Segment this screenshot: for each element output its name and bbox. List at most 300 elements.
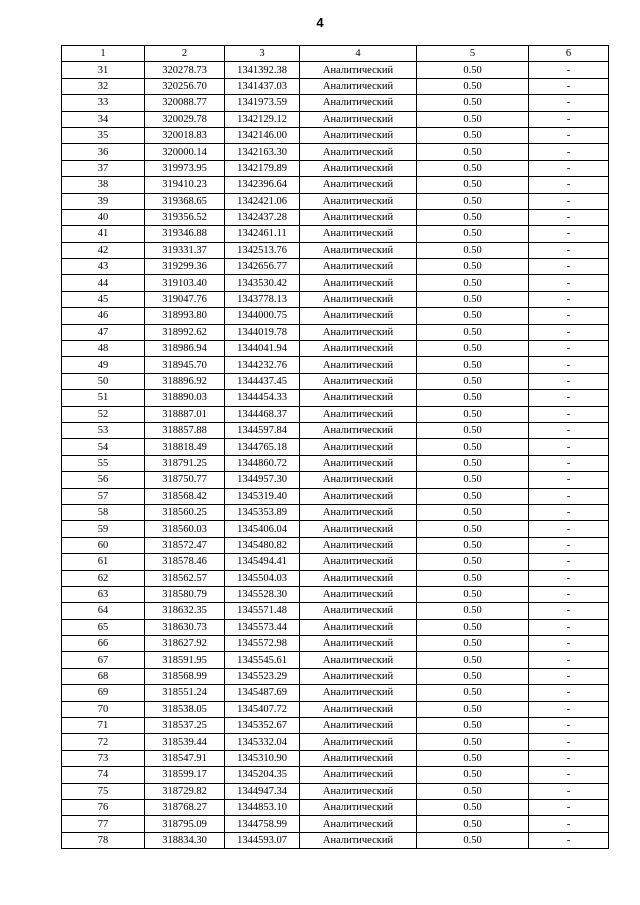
- method-cell: Аналитический: [300, 242, 417, 258]
- method-cell: Аналитический: [300, 390, 417, 406]
- method-cell: Аналитический: [300, 570, 417, 586]
- note-cell: -: [529, 324, 609, 340]
- y-coordinate-cell: 1342396.64: [225, 177, 300, 193]
- note-cell: -: [529, 390, 609, 406]
- accuracy-cell: 0.50: [417, 734, 529, 750]
- table-row: [62, 521, 609, 537]
- accuracy-cell: 0.50: [417, 308, 529, 324]
- table-row: [62, 472, 609, 488]
- note-cell: -: [529, 750, 609, 766]
- table-row: [62, 95, 609, 111]
- table-row: [62, 275, 609, 291]
- method-cell: Аналитический: [300, 701, 417, 717]
- x-coordinate-cell: 318630.73: [145, 619, 225, 635]
- point-number-cell: 34: [62, 111, 145, 127]
- method-cell: Аналитический: [300, 193, 417, 209]
- point-number-cell: 53: [62, 422, 145, 438]
- x-coordinate-cell: 318568.99: [145, 668, 225, 684]
- accuracy-cell: 0.50: [417, 127, 529, 143]
- point-number-cell: 59: [62, 521, 145, 537]
- x-coordinate-cell: 318580.79: [145, 586, 225, 602]
- note-cell: -: [529, 504, 609, 520]
- y-coordinate-cell: 1344000.75: [225, 308, 300, 324]
- accuracy-cell: 0.50: [417, 570, 529, 586]
- y-coordinate-cell: 1344765.18: [225, 439, 300, 455]
- point-number-cell: 39: [62, 193, 145, 209]
- x-coordinate-cell: 318896.92: [145, 373, 225, 389]
- table-row: [62, 406, 609, 422]
- method-cell: Аналитический: [300, 619, 417, 635]
- method-cell: Аналитический: [300, 636, 417, 652]
- note-cell: -: [529, 144, 609, 160]
- table-row: [62, 259, 609, 275]
- accuracy-cell: 0.50: [417, 668, 529, 684]
- table-row: [62, 488, 609, 504]
- method-cell: Аналитический: [300, 472, 417, 488]
- method-cell: Аналитический: [300, 62, 417, 78]
- method-cell: Аналитический: [300, 554, 417, 570]
- x-coordinate-cell: 318632.35: [145, 603, 225, 619]
- note-cell: -: [529, 537, 609, 553]
- table-row: [62, 619, 609, 635]
- point-number-cell: 54: [62, 439, 145, 455]
- point-number-cell: 45: [62, 291, 145, 307]
- method-cell: Аналитический: [300, 78, 417, 94]
- point-number-cell: 31: [62, 62, 145, 78]
- method-cell: Аналитический: [300, 341, 417, 357]
- point-number-cell: 32: [62, 78, 145, 94]
- y-coordinate-cell: 1345487.69: [225, 685, 300, 701]
- note-cell: -: [529, 127, 609, 143]
- method-cell: Аналитический: [300, 668, 417, 684]
- method-cell: Аналитический: [300, 783, 417, 799]
- table-row: [62, 668, 609, 684]
- accuracy-cell: 0.50: [417, 390, 529, 406]
- x-coordinate-cell: 318539.44: [145, 734, 225, 750]
- table-row: [62, 111, 609, 127]
- table-row: [62, 357, 609, 373]
- accuracy-cell: 0.50: [417, 324, 529, 340]
- x-coordinate-cell: 318857.88: [145, 422, 225, 438]
- table-row: [62, 242, 609, 258]
- table-row: [62, 341, 609, 357]
- y-coordinate-cell: 1345204.35: [225, 767, 300, 783]
- table-row: [62, 603, 609, 619]
- y-coordinate-cell: 1344947.34: [225, 783, 300, 799]
- x-coordinate-cell: 318551.24: [145, 685, 225, 701]
- table-row: [62, 554, 609, 570]
- method-cell: Аналитический: [300, 718, 417, 734]
- y-coordinate-cell: 1344853.10: [225, 799, 300, 815]
- method-cell: Аналитический: [300, 160, 417, 176]
- method-cell: Аналитический: [300, 226, 417, 242]
- x-coordinate-cell: 319103.40: [145, 275, 225, 291]
- note-cell: -: [529, 95, 609, 111]
- note-cell: -: [529, 226, 609, 242]
- accuracy-cell: 0.50: [417, 619, 529, 635]
- method-cell: Аналитический: [300, 357, 417, 373]
- y-coordinate-cell: 1341973.59: [225, 95, 300, 111]
- point-number-cell: 78: [62, 832, 145, 848]
- point-number-cell: 68: [62, 668, 145, 684]
- y-coordinate-cell: 1344041.94: [225, 341, 300, 357]
- note-cell: -: [529, 668, 609, 684]
- method-cell: Аналитический: [300, 537, 417, 553]
- note-cell: -: [529, 832, 609, 848]
- y-coordinate-cell: 1345523.29: [225, 668, 300, 684]
- table-row: [62, 439, 609, 455]
- y-coordinate-cell: 1344468.37: [225, 406, 300, 422]
- accuracy-cell: 0.50: [417, 799, 529, 815]
- note-cell: -: [529, 619, 609, 635]
- point-number-cell: 73: [62, 750, 145, 766]
- point-number-cell: 62: [62, 570, 145, 586]
- accuracy-cell: 0.50: [417, 537, 529, 553]
- note-cell: -: [529, 308, 609, 324]
- x-coordinate-cell: 318568.42: [145, 488, 225, 504]
- accuracy-cell: 0.50: [417, 95, 529, 111]
- note-cell: -: [529, 177, 609, 193]
- x-coordinate-cell: 318818.49: [145, 439, 225, 455]
- x-coordinate-cell: 319047.76: [145, 291, 225, 307]
- table-row: [62, 652, 609, 668]
- y-coordinate-cell: 1345480.82: [225, 537, 300, 553]
- point-number-cell: 51: [62, 390, 145, 406]
- table-row: [62, 537, 609, 553]
- note-cell: -: [529, 160, 609, 176]
- y-coordinate-cell: 1342437.28: [225, 209, 300, 225]
- y-coordinate-cell: 1345504.03: [225, 570, 300, 586]
- method-cell: Аналитический: [300, 95, 417, 111]
- point-number-cell: 71: [62, 718, 145, 734]
- accuracy-cell: 0.50: [417, 685, 529, 701]
- accuracy-cell: 0.50: [417, 259, 529, 275]
- table-row: [62, 504, 609, 520]
- accuracy-cell: 0.50: [417, 177, 529, 193]
- method-cell: Аналитический: [300, 373, 417, 389]
- note-cell: -: [529, 439, 609, 455]
- y-coordinate-cell: 1345572.98: [225, 636, 300, 652]
- method-cell: Аналитический: [300, 685, 417, 701]
- note-cell: -: [529, 488, 609, 504]
- accuracy-cell: 0.50: [417, 832, 529, 848]
- accuracy-cell: 0.50: [417, 586, 529, 602]
- x-coordinate-cell: 318538.05: [145, 701, 225, 717]
- y-coordinate-cell: 1344454.33: [225, 390, 300, 406]
- accuracy-cell: 0.50: [417, 750, 529, 766]
- x-coordinate-cell: 318537.25: [145, 718, 225, 734]
- point-number-cell: 42: [62, 242, 145, 258]
- accuracy-cell: 0.50: [417, 111, 529, 127]
- note-cell: -: [529, 701, 609, 717]
- note-cell: -: [529, 603, 609, 619]
- point-number-cell: 36: [62, 144, 145, 160]
- point-number-cell: 75: [62, 783, 145, 799]
- y-coordinate-cell: 1344593.07: [225, 832, 300, 848]
- x-coordinate-cell: 319368.65: [145, 193, 225, 209]
- x-coordinate-cell: 318560.25: [145, 504, 225, 520]
- accuracy-cell: 0.50: [417, 422, 529, 438]
- note-cell: -: [529, 406, 609, 422]
- header-cell: 2: [145, 46, 225, 62]
- x-coordinate-cell: 318992.62: [145, 324, 225, 340]
- table-row: [62, 718, 609, 734]
- note-cell: -: [529, 111, 609, 127]
- table-row: [62, 144, 609, 160]
- method-cell: Аналитический: [300, 259, 417, 275]
- note-cell: -: [529, 193, 609, 209]
- method-cell: Аналитический: [300, 734, 417, 750]
- y-coordinate-cell: 1344758.99: [225, 816, 300, 832]
- accuracy-cell: 0.50: [417, 636, 529, 652]
- point-number-cell: 56: [62, 472, 145, 488]
- note-cell: -: [529, 455, 609, 471]
- table-row: [62, 816, 609, 832]
- point-number-cell: 43: [62, 259, 145, 275]
- accuracy-cell: 0.50: [417, 144, 529, 160]
- method-cell: Аналитический: [300, 308, 417, 324]
- note-cell: -: [529, 472, 609, 488]
- point-number-cell: 55: [62, 455, 145, 471]
- x-coordinate-cell: 318993.80: [145, 308, 225, 324]
- header-cell: 5: [417, 46, 529, 62]
- table-row: [62, 308, 609, 324]
- method-cell: Аналитический: [300, 209, 417, 225]
- x-coordinate-cell: 318791.25: [145, 455, 225, 471]
- accuracy-cell: 0.50: [417, 357, 529, 373]
- note-cell: -: [529, 816, 609, 832]
- header-cell: 1: [62, 46, 145, 62]
- note-cell: -: [529, 242, 609, 258]
- accuracy-cell: 0.50: [417, 373, 529, 389]
- note-cell: -: [529, 209, 609, 225]
- table-row: [62, 422, 609, 438]
- x-coordinate-cell: 318578.46: [145, 554, 225, 570]
- point-number-cell: 47: [62, 324, 145, 340]
- table-row: [62, 455, 609, 471]
- method-cell: Аналитический: [300, 439, 417, 455]
- y-coordinate-cell: 1341437.03: [225, 78, 300, 94]
- note-cell: -: [529, 357, 609, 373]
- note-cell: -: [529, 767, 609, 783]
- x-coordinate-cell: 318890.03: [145, 390, 225, 406]
- method-cell: Аналитический: [300, 488, 417, 504]
- x-coordinate-cell: 320256.70: [145, 78, 225, 94]
- y-coordinate-cell: 1345494.41: [225, 554, 300, 570]
- x-coordinate-cell: 318986.94: [145, 341, 225, 357]
- x-coordinate-cell: 318729.82: [145, 783, 225, 799]
- y-coordinate-cell: 1345319.40: [225, 488, 300, 504]
- note-cell: -: [529, 652, 609, 668]
- note-cell: -: [529, 521, 609, 537]
- x-coordinate-cell: 318599.17: [145, 767, 225, 783]
- table-row: [62, 324, 609, 340]
- accuracy-cell: 0.50: [417, 275, 529, 291]
- table-row: [62, 226, 609, 242]
- table-row: [62, 177, 609, 193]
- accuracy-cell: 0.50: [417, 504, 529, 520]
- y-coordinate-cell: 1345352.67: [225, 718, 300, 734]
- accuracy-cell: 0.50: [417, 406, 529, 422]
- method-cell: Аналитический: [300, 127, 417, 143]
- y-coordinate-cell: 1342163.30: [225, 144, 300, 160]
- x-coordinate-cell: 318750.77: [145, 472, 225, 488]
- point-number-cell: 46: [62, 308, 145, 324]
- method-cell: Аналитический: [300, 504, 417, 520]
- table-row: [62, 767, 609, 783]
- accuracy-cell: 0.50: [417, 816, 529, 832]
- accuracy-cell: 0.50: [417, 226, 529, 242]
- table-row: [62, 636, 609, 652]
- table-row: [62, 586, 609, 602]
- point-number-cell: 76: [62, 799, 145, 815]
- page-number: 4: [316, 15, 324, 30]
- y-coordinate-cell: 1344232.76: [225, 357, 300, 373]
- table-row: [62, 390, 609, 406]
- note-cell: -: [529, 586, 609, 602]
- note-cell: -: [529, 341, 609, 357]
- note-cell: -: [529, 422, 609, 438]
- point-number-cell: 72: [62, 734, 145, 750]
- x-coordinate-cell: 318768.27: [145, 799, 225, 815]
- header-cell: 4: [300, 46, 417, 62]
- method-cell: Аналитический: [300, 406, 417, 422]
- y-coordinate-cell: 1344597.84: [225, 422, 300, 438]
- accuracy-cell: 0.50: [417, 783, 529, 799]
- coordinates-table: [61, 45, 609, 849]
- point-number-cell: 41: [62, 226, 145, 242]
- x-coordinate-cell: 319973.95: [145, 160, 225, 176]
- y-coordinate-cell: 1345332.04: [225, 734, 300, 750]
- method-cell: Аналитический: [300, 767, 417, 783]
- y-coordinate-cell: 1344019.78: [225, 324, 300, 340]
- note-cell: -: [529, 718, 609, 734]
- accuracy-cell: 0.50: [417, 718, 529, 734]
- y-coordinate-cell: 1345353.89: [225, 504, 300, 520]
- point-number-cell: 65: [62, 619, 145, 635]
- point-number-cell: 40: [62, 209, 145, 225]
- y-coordinate-cell: 1342513.76: [225, 242, 300, 258]
- table-body: [62, 46, 609, 849]
- method-cell: Аналитический: [300, 603, 417, 619]
- accuracy-cell: 0.50: [417, 291, 529, 307]
- note-cell: -: [529, 734, 609, 750]
- accuracy-cell: 0.50: [417, 603, 529, 619]
- table-row: [62, 832, 609, 848]
- accuracy-cell: 0.50: [417, 488, 529, 504]
- point-number-cell: 67: [62, 652, 145, 668]
- y-coordinate-cell: 1343778.13: [225, 291, 300, 307]
- y-coordinate-cell: 1345573.44: [225, 619, 300, 635]
- accuracy-cell: 0.50: [417, 439, 529, 455]
- x-coordinate-cell: 318547.91: [145, 750, 225, 766]
- point-number-cell: 66: [62, 636, 145, 652]
- method-cell: Аналитический: [300, 750, 417, 766]
- point-number-cell: 33: [62, 95, 145, 111]
- x-coordinate-cell: 320278.73: [145, 62, 225, 78]
- method-cell: Аналитический: [300, 832, 417, 848]
- point-number-cell: 48: [62, 341, 145, 357]
- x-coordinate-cell: 318572.47: [145, 537, 225, 553]
- accuracy-cell: 0.50: [417, 554, 529, 570]
- table-row: [62, 62, 609, 78]
- x-coordinate-cell: 320000.14: [145, 144, 225, 160]
- point-number-cell: 50: [62, 373, 145, 389]
- point-number-cell: 61: [62, 554, 145, 570]
- table-row: [62, 291, 609, 307]
- method-cell: Аналитический: [300, 291, 417, 307]
- y-coordinate-cell: 1342179.89: [225, 160, 300, 176]
- method-cell: Аналитический: [300, 586, 417, 602]
- note-cell: -: [529, 259, 609, 275]
- x-coordinate-cell: 320088.77: [145, 95, 225, 111]
- point-number-cell: 44: [62, 275, 145, 291]
- point-number-cell: 60: [62, 537, 145, 553]
- method-cell: Аналитический: [300, 816, 417, 832]
- accuracy-cell: 0.50: [417, 341, 529, 357]
- accuracy-cell: 0.50: [417, 193, 529, 209]
- accuracy-cell: 0.50: [417, 242, 529, 258]
- x-coordinate-cell: 319299.36: [145, 259, 225, 275]
- method-cell: Аналитический: [300, 455, 417, 471]
- y-coordinate-cell: 1343530.42: [225, 275, 300, 291]
- table-row: [62, 734, 609, 750]
- note-cell: -: [529, 685, 609, 701]
- note-cell: -: [529, 570, 609, 586]
- y-coordinate-cell: 1345407.72: [225, 701, 300, 717]
- header-cell: 6: [529, 46, 609, 62]
- point-number-cell: 52: [62, 406, 145, 422]
- y-coordinate-cell: 1342129.12: [225, 111, 300, 127]
- point-number-cell: 58: [62, 504, 145, 520]
- method-cell: Аналитический: [300, 177, 417, 193]
- y-coordinate-cell: 1345545.61: [225, 652, 300, 668]
- y-coordinate-cell: 1342461.11: [225, 226, 300, 242]
- x-coordinate-cell: 318562.57: [145, 570, 225, 586]
- y-coordinate-cell: 1342421.06: [225, 193, 300, 209]
- y-coordinate-cell: 1344957.30: [225, 472, 300, 488]
- y-coordinate-cell: 1345571.48: [225, 603, 300, 619]
- y-coordinate-cell: 1342146.00: [225, 127, 300, 143]
- table-header-row: [62, 46, 609, 62]
- table-row: [62, 127, 609, 143]
- accuracy-cell: 0.50: [417, 455, 529, 471]
- x-coordinate-cell: 318795.09: [145, 816, 225, 832]
- x-coordinate-cell: 318945.70: [145, 357, 225, 373]
- x-coordinate-cell: 319331.37: [145, 242, 225, 258]
- x-coordinate-cell: 318560.03: [145, 521, 225, 537]
- table-row: [62, 685, 609, 701]
- table-row: [62, 799, 609, 815]
- table-row: [62, 373, 609, 389]
- accuracy-cell: 0.50: [417, 652, 529, 668]
- point-number-cell: 77: [62, 816, 145, 832]
- accuracy-cell: 0.50: [417, 521, 529, 537]
- y-coordinate-cell: 1341392.38: [225, 62, 300, 78]
- note-cell: -: [529, 554, 609, 570]
- method-cell: Аналитический: [300, 652, 417, 668]
- point-number-cell: 70: [62, 701, 145, 717]
- accuracy-cell: 0.50: [417, 701, 529, 717]
- note-cell: -: [529, 783, 609, 799]
- method-cell: Аналитический: [300, 521, 417, 537]
- note-cell: -: [529, 636, 609, 652]
- x-coordinate-cell: 318887.01: [145, 406, 225, 422]
- x-coordinate-cell: 318627.92: [145, 636, 225, 652]
- accuracy-cell: 0.50: [417, 209, 529, 225]
- x-coordinate-cell: 319356.52: [145, 209, 225, 225]
- x-coordinate-cell: 319410.23: [145, 177, 225, 193]
